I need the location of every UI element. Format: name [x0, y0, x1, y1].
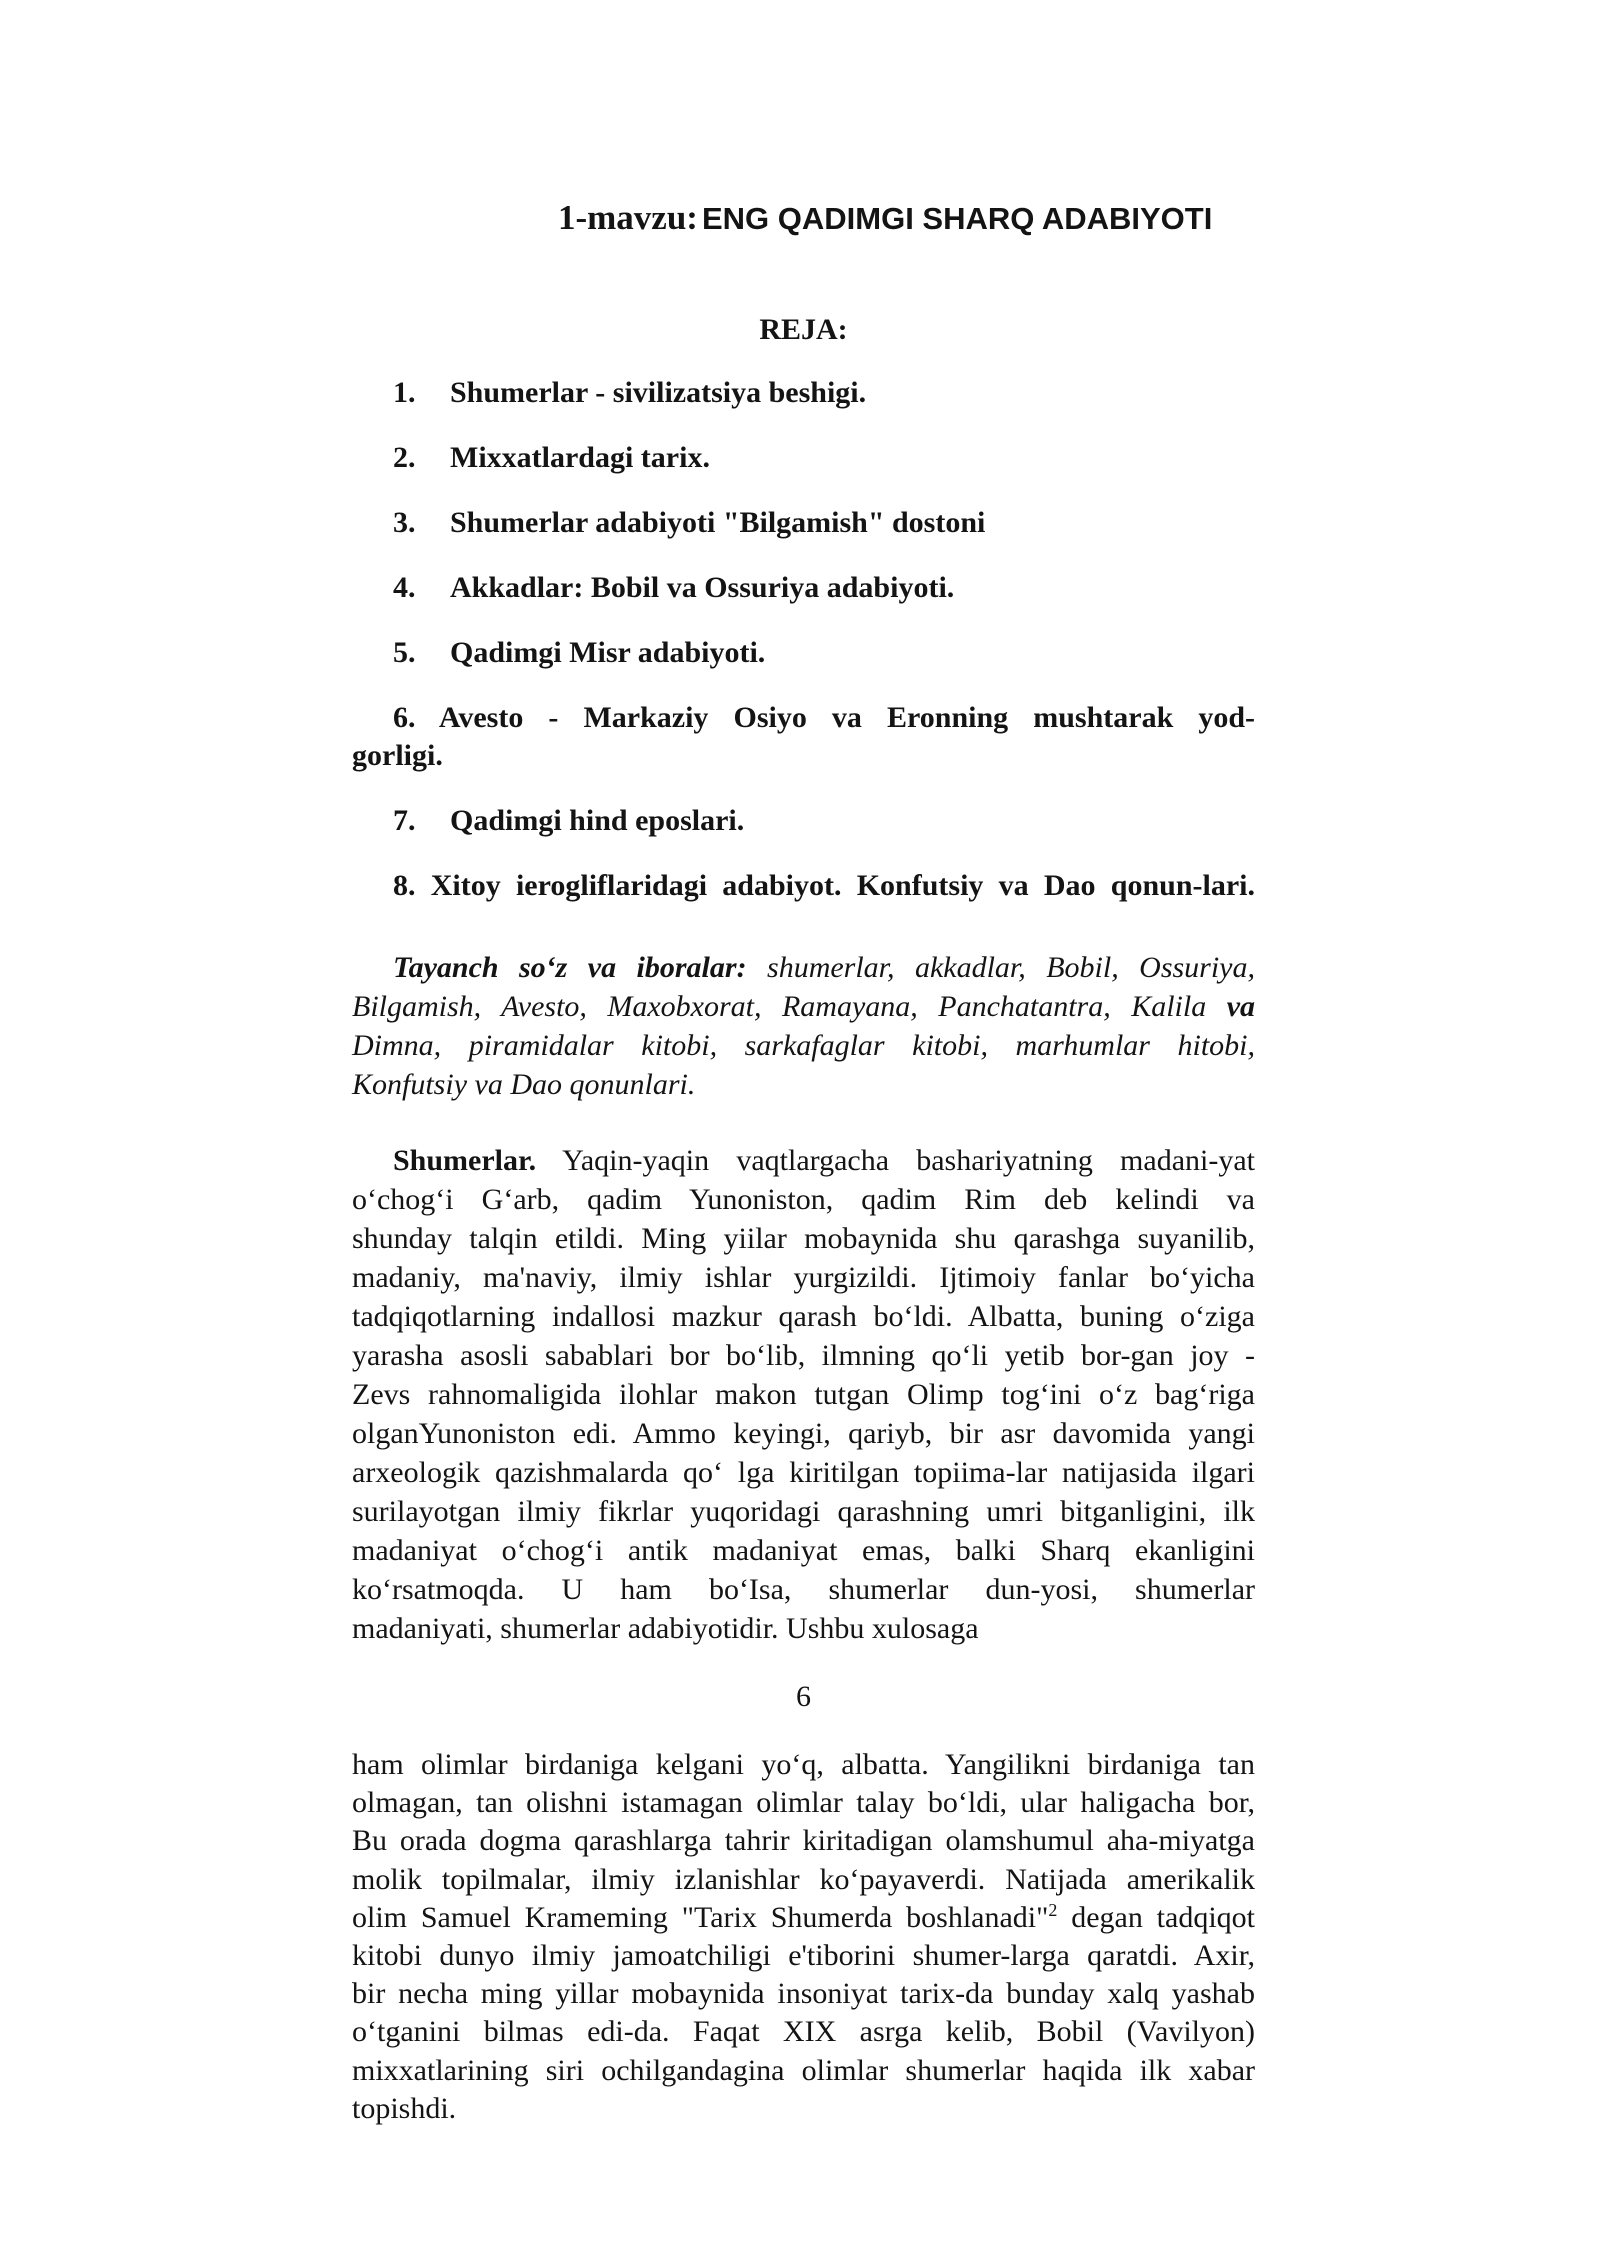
paragraph-line: yarasha asosli sabablari bor bo‘lib, ilmning qo‘li yetib bor-gan joy -: [352, 1339, 1255, 1372]
plan-item-number: 8.: [393, 869, 416, 902]
plan-item-line: [352, 699, 1255, 737]
paragraph-line: shunday talqin etildi. Ming yiilar mobaynida shu qarashga suyanilib,: [352, 1222, 1255, 1255]
paragraph-line: ko‘rsatmoqda. U ham bo‘Isa, shumerlar dun-yosi, shumerlar: [352, 1573, 1255, 1606]
keywords-text: shumerlar, akkadlar, Bobil, Ossuriya,: [767, 951, 1255, 984]
plan-item-text: Shumerlar - sivilizatsiya beshigi.: [450, 376, 867, 409]
plan-item-number: 2.: [393, 441, 416, 474]
plan-item: [352, 634, 1255, 672]
plan-item-number: 4.: [393, 571, 416, 604]
plan-item-text: Avesto - Markaziy Osiyo va Eronning mushtarak yod-: [438, 701, 1255, 734]
page-number: 6: [796, 1680, 811, 1713]
plan-item-number: 1.: [393, 376, 416, 409]
paragraph-line: [352, 1141, 1255, 1180]
plan-item: [352, 504, 1255, 542]
paragraph-line: olmagan, tan olishni istamagan olimlar talay bo‘ldi, ular haligacha bor,: [352, 1786, 1255, 1820]
plan-item-number: 3.: [393, 506, 416, 539]
keywords-emphasis: va: [1226, 990, 1256, 1023]
keywords-text: Bilgamish, Avesto, Maxobxorat, Ramayana, Panchatantra, Kalila: [352, 990, 1207, 1023]
paragraph-line: arxeologik qazishmalarda qo‘ lga kiritilgan topiima-lar natijasida ilgari: [352, 1456, 1255, 1489]
body-paragraph: [352, 1141, 1255, 1648]
keywords-line: [352, 987, 1255, 1026]
paragraph-line: madaniy, ma'naviy, ilmiy ishlar yurgizildi. Ijtimoiy fanlar bo‘yicha: [352, 1261, 1255, 1294]
paragraph-line: [352, 1899, 1255, 1937]
paragraph-line: madaniyat o‘chog‘i antik madaniyat emas, balki Sharq ekanligini: [352, 1534, 1255, 1567]
keywords-line: Konfutsiy va Dao qonunlari.: [352, 1068, 696, 1101]
footnote-marker: 2: [1048, 1899, 1058, 1920]
plan-item-text: Qadimgi Misr adabiyoti.: [450, 636, 766, 669]
plan-item-number: 7.: [393, 804, 416, 837]
paragraph-line: ham olimlar birdaniga kelgani yo‘q, albatta. Yangilikni birdaniga tan: [352, 1748, 1255, 1781]
topic-title: [558, 194, 1212, 249]
paragraph-line: molik topilmalar, ilmiy izlanishlar ko‘payaverdi. Natijada amerikalik: [352, 1862, 1255, 1896]
plan-item: [352, 802, 1255, 840]
paragraph-line: madaniyati, shumerlar adabiyotidir. Ushbu xulosaga: [352, 1612, 979, 1645]
keywords-line: Dimna, piramidalar kitobi, sarkafaglar kitobi, marhumlar hitobi,: [352, 1029, 1255, 1062]
paragraph-line: topishdi.: [352, 2091, 457, 2125]
paragraph-line: bir necha ming yillar mobaynida insoniyat tarix-da bunday xalq yashab: [352, 1977, 1255, 2011]
paragraph-text: olim Samuel Krameming "Tarix Shumerda boshlanadi": [352, 1900, 1049, 1934]
plan-item: [352, 569, 1255, 607]
plan-item-line: gorligi.: [352, 739, 443, 772]
paragraph-text: Yaqin-yaqin vaqtlargacha bashariyatning madani-yat: [562, 1144, 1255, 1177]
topic-heading-text: ENG QADIMGI SHARQ ADABIYOTI: [701, 201, 1213, 236]
paragraph-line: o‘tganini bilmas edi-da. Faqat XIX asrga kelib, Bobil (Vavilyon): [352, 2015, 1255, 2049]
keywords-paragraph: [352, 948, 1255, 1104]
paragraph-line: surilayotgan ilmiy fikrlar yuqoridagi qarashning umri bitganligini, ilk: [352, 1495, 1255, 1528]
keywords-line: [352, 948, 1255, 987]
plan-item-text: Shumerlar adabiyoti "Bilgamish" dostoni: [450, 506, 986, 539]
paragraph-line: mixxatlarining siri ochilgandagina olimlar shumerlar haqida ilk xabar: [352, 2053, 1255, 2087]
plan-item-text: Akkadlar: Bobil va Ossuriya adabiyoti.: [450, 571, 955, 604]
plan-item-text: Xitoy ierogliflaridagi adabiyot. Konfutsiy va Dao qonun-lari.: [430, 869, 1255, 902]
plan-item: [352, 867, 1255, 905]
paragraph-line: tadqiqotlarning indallosi mazkur qarash bo‘ldi. Albatta, buning o‘ziga: [352, 1300, 1255, 1333]
body-paragraph: [352, 1746, 1255, 2128]
paragraph-line: Bu orada dogma qarashlarga tahrir kiritadigan olamshumul aha-miyatga: [352, 1824, 1255, 1858]
paragraph-text: degan tadqiqot: [1071, 1900, 1255, 1934]
plan-heading: REJA:: [759, 313, 848, 346]
paragraph-line: kitobi dunyo ilmiy jamoatchiligi e'tiborini shumer-larga qaratdi. Axir,: [352, 1939, 1255, 1973]
plan-item-number: 6.: [393, 701, 416, 734]
plan-item: [352, 439, 1255, 477]
keywords-label: Tayanch so‘z va iboralar:: [393, 951, 747, 984]
plan-item: [352, 374, 1255, 412]
plan-item-text: Mixxatlardagi tarix.: [450, 441, 710, 474]
paragraph-line: olganYunoniston edi. Ammo keyingi, qariyb, bir asr davomida yangi: [352, 1417, 1255, 1450]
paragraph-line: Zevs rahnomaligida ilohlar makon tutgan Olimp tog‘ini o‘z bag‘riga: [352, 1378, 1255, 1411]
paragraph-lead: Shumerlar.: [393, 1144, 537, 1177]
plan-item-text: Qadimgi hind eposlari.: [450, 804, 745, 837]
topic-number-label: 1-mavzu:: [558, 198, 698, 237]
plan-item: [352, 699, 1255, 775]
plan-item-number: 5.: [393, 636, 416, 669]
paragraph-line: o‘chog‘i G‘arb, qadim Yunoniston, qadim Rim deb kelindi va: [352, 1183, 1255, 1216]
plan-list: [352, 374, 1255, 932]
